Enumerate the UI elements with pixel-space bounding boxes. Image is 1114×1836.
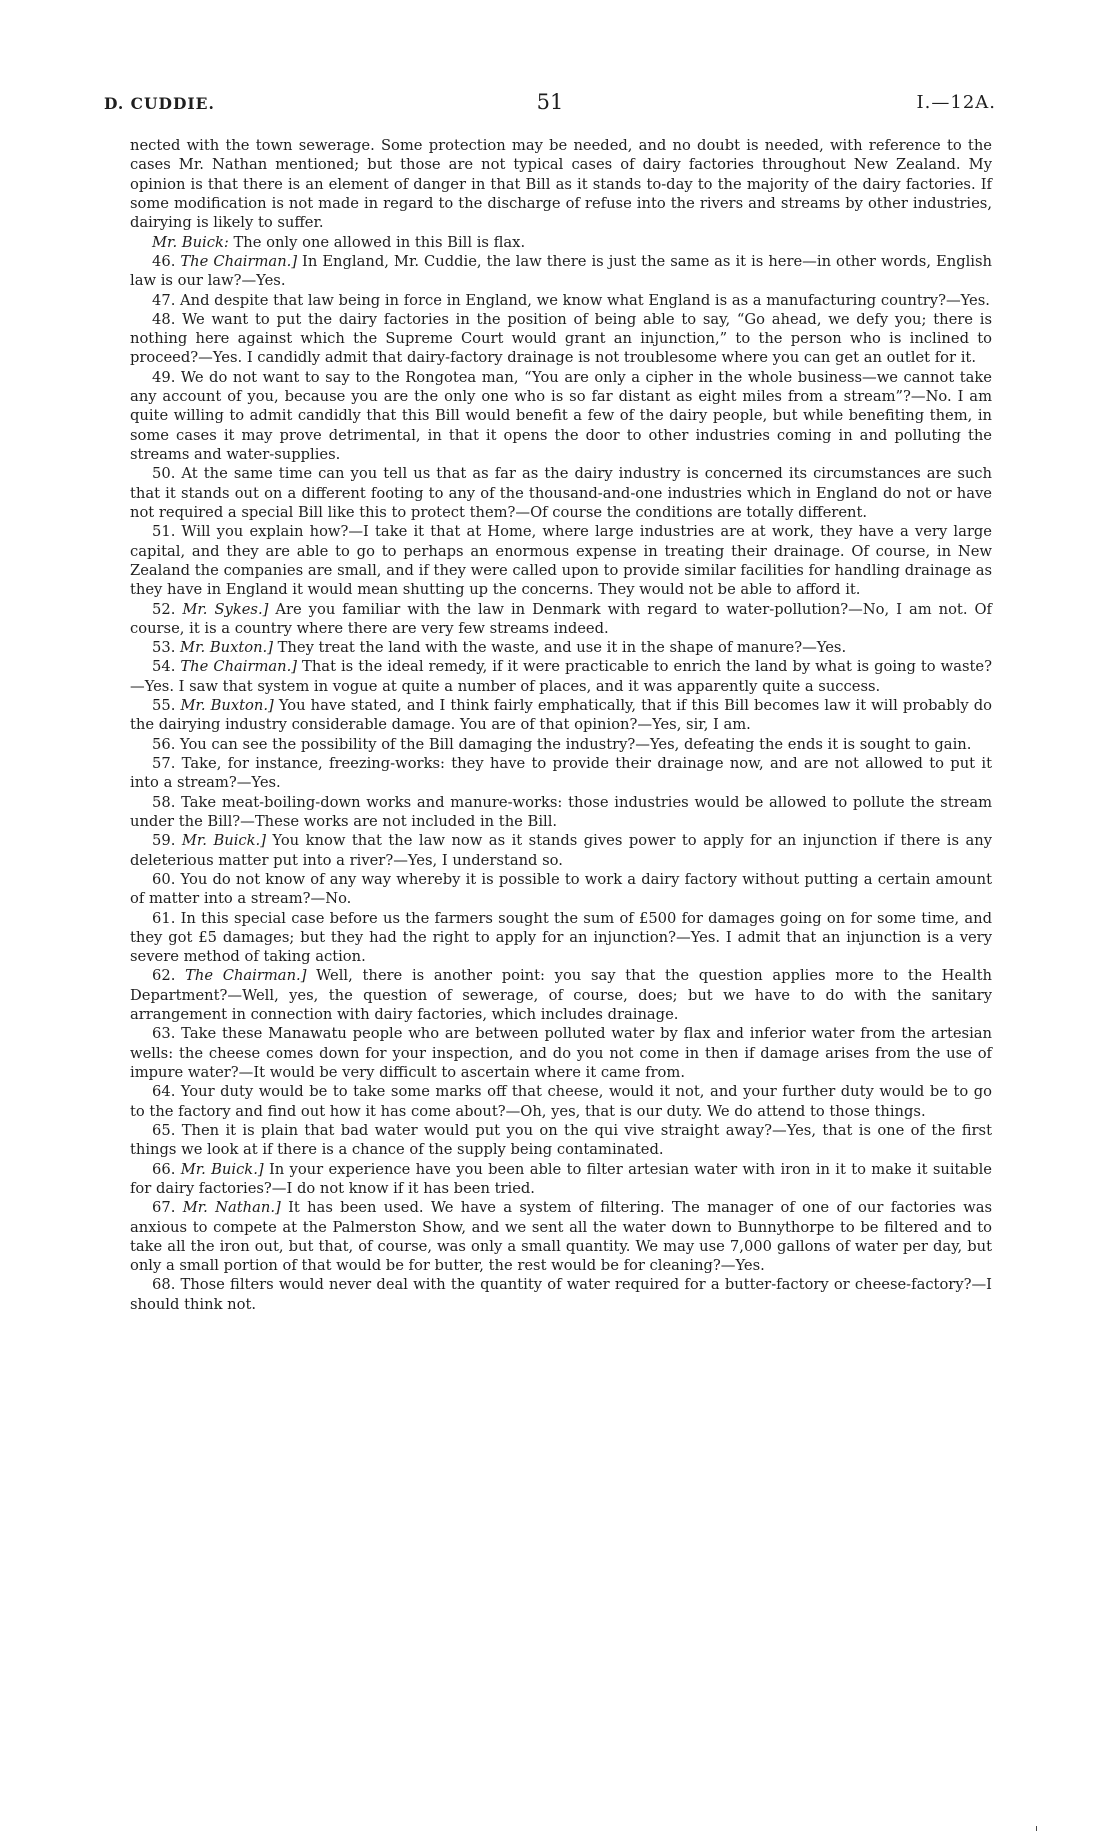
paragraph-p68 [130, 1275, 992, 1314]
page-number: 51 [536, 90, 564, 114]
paragraph-text: 57. Take, for instance, freezing-works: they have to provide their drainage now, and are not allowed to put it into a stream?—Yes. [130, 755, 992, 792]
speaker-name: Mr. Buick: [152, 233, 229, 251]
paragraph-p0 [130, 136, 992, 233]
paragraph-p61 [130, 909, 992, 967]
evidence-text [130, 136, 992, 1314]
paragraph-text: In England, Mr. Cuddie, the law there is just the same as it is here—in other words, English law is our law?—Yes. [130, 252, 992, 290]
question-number: 53. [152, 639, 181, 657]
paragraph-text: 61. In this special case before us the farmers sought the sum of £500 for damages going on for some time, and they got £5 damages; but they had the right to apply for an injunction?—Yes. I admit that an injunction is a very severe method of taking action. [130, 909, 992, 966]
paragraph-p57 [130, 754, 992, 793]
paragraph-p51 [130, 522, 992, 599]
paragraph-p52 [130, 600, 992, 639]
paragraph-text: 56. You can see the possibility of the Bill damaging the industry?—Yes, defeating the ends it is sought to gain. [152, 735, 972, 753]
speaker-name: Mr. Sykes.] [182, 600, 269, 618]
paragraph-p59 [130, 831, 992, 870]
speaker-name: Mr. Nathan.] [182, 1199, 281, 1217]
paper-reference: I.—12A. [916, 92, 996, 113]
paragraph-text: 49. We do not want to say to the Rongotea man, “You are only a cipher in the whole business—we cannot take any account of you, because you are the only one who is so far distant as eight miles from a stream”?—No. I am quite willing to admit candidly that this Bill would benefit a few of the dairy people, but while benefiting them, in some cases it may prove detrimental, in that it opens the door to other industries coming in and polluting the streams and water-supplies. [130, 368, 992, 463]
paragraph-text: Are you familiar with the law in Denmark with regard to water-pollution?—No, I am not. Of course, it is a country where there are very few streams indeed. [130, 600, 992, 637]
paragraph-p49 [130, 368, 992, 465]
paragraph-p47 [130, 291, 992, 310]
paragraph-p54 [130, 657, 992, 696]
question-number: 67. [152, 1199, 183, 1217]
paragraph-text: 51. Will you explain how?—I take it that at Home, where large industries are at work, they have a very large capital, and they are able to go to perhaps an enormous expense in treating their drainage. Of course, in New Zealand the companies are small, and if they were called upon to provide similar facilities for handling drainage as they have in England it would mean shutting up the concerns. They would not be able to afford it. [130, 523, 992, 599]
paragraph-p62 [130, 966, 992, 1024]
paragraph-p66 [130, 1160, 992, 1199]
question-number: 55. [152, 697, 181, 715]
paragraph-p63 [130, 1024, 992, 1082]
paragraph-text: 64. Your duty would be to take some marks off that cheese, would it not, and your further duty would be to go to the factory and find out how it has come about?—Oh, yes, that is our duty. We do attend to those things. [130, 1083, 992, 1120]
question-number: 62. [152, 967, 186, 985]
paragraph-p46 [130, 252, 992, 291]
paragraph-text: You know that the law now as it stands gives power to apply for an injunction if there is any deleterious matter put into a river?—Yes, I understand so. [130, 832, 992, 869]
paragraph-text: Well, there is another point: you say that the question applies more to the Health Department?—Well, yes, the question of sewerage, of course, does; but we have to do with the sanitary arrangement in connection with dairy factories, which includes drainage. [130, 967, 992, 1024]
paragraph-text: 47. And despite that law being in force in England, we know what England is as a manufacturing country?—Yes. [152, 291, 990, 309]
paragraph-text: 58. Take meat-boiling-down works and manure-works: those industries would be allowed to pollute the stream under the Bill?—These works are not included in the Bill. [130, 793, 992, 830]
paragraph-p58 [130, 793, 992, 832]
paragraph-text: You have stated, and I think fairly emphatically, that if this Bill becomes law it will probably do the dairying industry considerable damage. You are of that opinion?—Yes, sir, I am. [130, 697, 993, 734]
question-number: 46. [152, 252, 181, 270]
paragraph-text: 65. Then it is plain that bad water would put you on the qui vive straight away?—Yes, that is one of the first things we look at if there is a chance of the supply being contaminated. [130, 1121, 992, 1159]
question-number: 54. [152, 658, 181, 676]
witness-name: D. CUDDIE. [104, 94, 215, 113]
question-number: 59. [152, 832, 182, 850]
paragraph-p55 [130, 696, 992, 735]
paragraph-text: They treat the land with the waste, and use it in the shape of manure?—Yes. [272, 639, 847, 657]
paragraph-text: 68. Those filters would never deal with the quantity of water required for a butter-factory or cheese-factory?—I should think not. [130, 1276, 992, 1313]
question-number: 66. [152, 1160, 181, 1178]
paragraph-text: That is the ideal remedy, if it were practicable to enrich the land by what is going to waste?—Yes. I saw that system in vogue at quite a number of places, and it was apparently quite a success. [130, 658, 992, 695]
speaker-name: Mr. Buxton.] [180, 697, 274, 715]
paragraph-text: 48. We want to put the dairy factories in the position of being able to say, “Go ahead, we defy you; there is nothing here against which the Supreme Court would grant an injunction,” to the person who is inclined to proceed?—Yes. I candidly admit that dairy-factory drainage is not troublesome where you can get an outlet for it. [130, 310, 992, 367]
paragraph-text: 60. You do not know of any way whereby it is possible to work a dairy factory without putting a certain amount of matter into a stream?—No. [130, 870, 992, 908]
paragraph-p65 [130, 1121, 992, 1160]
paragraph-p60 [130, 870, 992, 909]
speaker-name: The Chairman.] [180, 658, 298, 676]
paragraph-text: 50. At the same time can you tell us that as far as the dairy industry is concerned its circumstances are such that it stands out on a different footing to any of the thousand-and-one industries which in England do not or have not required a special Bill like this to protect them?—Of course the conditions are totally different. [130, 465, 992, 521]
paragraph-text: In your experience have you been able to filter artesian water with iron in it to make it suitable for dairy factories?—I do not know if it has been tried. [130, 1160, 992, 1197]
speaker-name: The Chairman.] [180, 252, 298, 270]
speaker-name: Mr. Buxton.] [180, 639, 273, 657]
paragraph-p56 [130, 735, 992, 754]
speaker-name: The Chairman.] [185, 967, 307, 985]
speaker-name: Mr. Buick.] [180, 1160, 264, 1178]
paragraph-p53 [130, 638, 992, 657]
page-mark [1036, 1826, 1037, 1831]
paragraph-text: It has been used. We have a system of filtering. The manager of one of our factories was anxious to compete at the Palmerston Show, and we sent all the water down to Bunnythorpe to be filtered and to take all the iron out, but that, of course, was only a small quantity. We may use 7,000 gallons of water per day, but only a small portion of that would be for butter, the rest would be for cleaning?—Yes. [130, 1199, 993, 1275]
paragraph-p48 [130, 310, 992, 368]
paragraph-text: The only one allowed in this Bill is flax. [228, 233, 526, 251]
question-number: 52. [152, 600, 183, 618]
speaker-name: Mr. Buick.] [181, 832, 266, 850]
paragraph-p67 [130, 1198, 992, 1275]
paragraph-p50 [130, 464, 992, 522]
paragraph-text: 63. Take these Manawatu people who are between polluted water by flax and inferior water from the artesian wells: the cheese comes down for your inspection, and do you not come in then if damage arises from the use of impure water?—It would be very difficult to ascertain where it came from. [130, 1025, 992, 1081]
paragraph-text: nected with the town sewerage. Some protection may be needed, and no doubt is needed, with reference to the cases Mr. Nathan mentioned; but those are not typical cases of dairy factories throughout New Zealand. My opinion is that there is an element of danger in that Bill as it stands to-day to the majority of the dairy factories. If some modification is not made in regard to the discharge of refuse into the rivers and streams by other industries, dairying is likely to suffer. [130, 137, 992, 232]
paragraph-p64 [130, 1082, 992, 1121]
page-header [104, 90, 996, 128]
paragraph-p1 [130, 233, 992, 252]
